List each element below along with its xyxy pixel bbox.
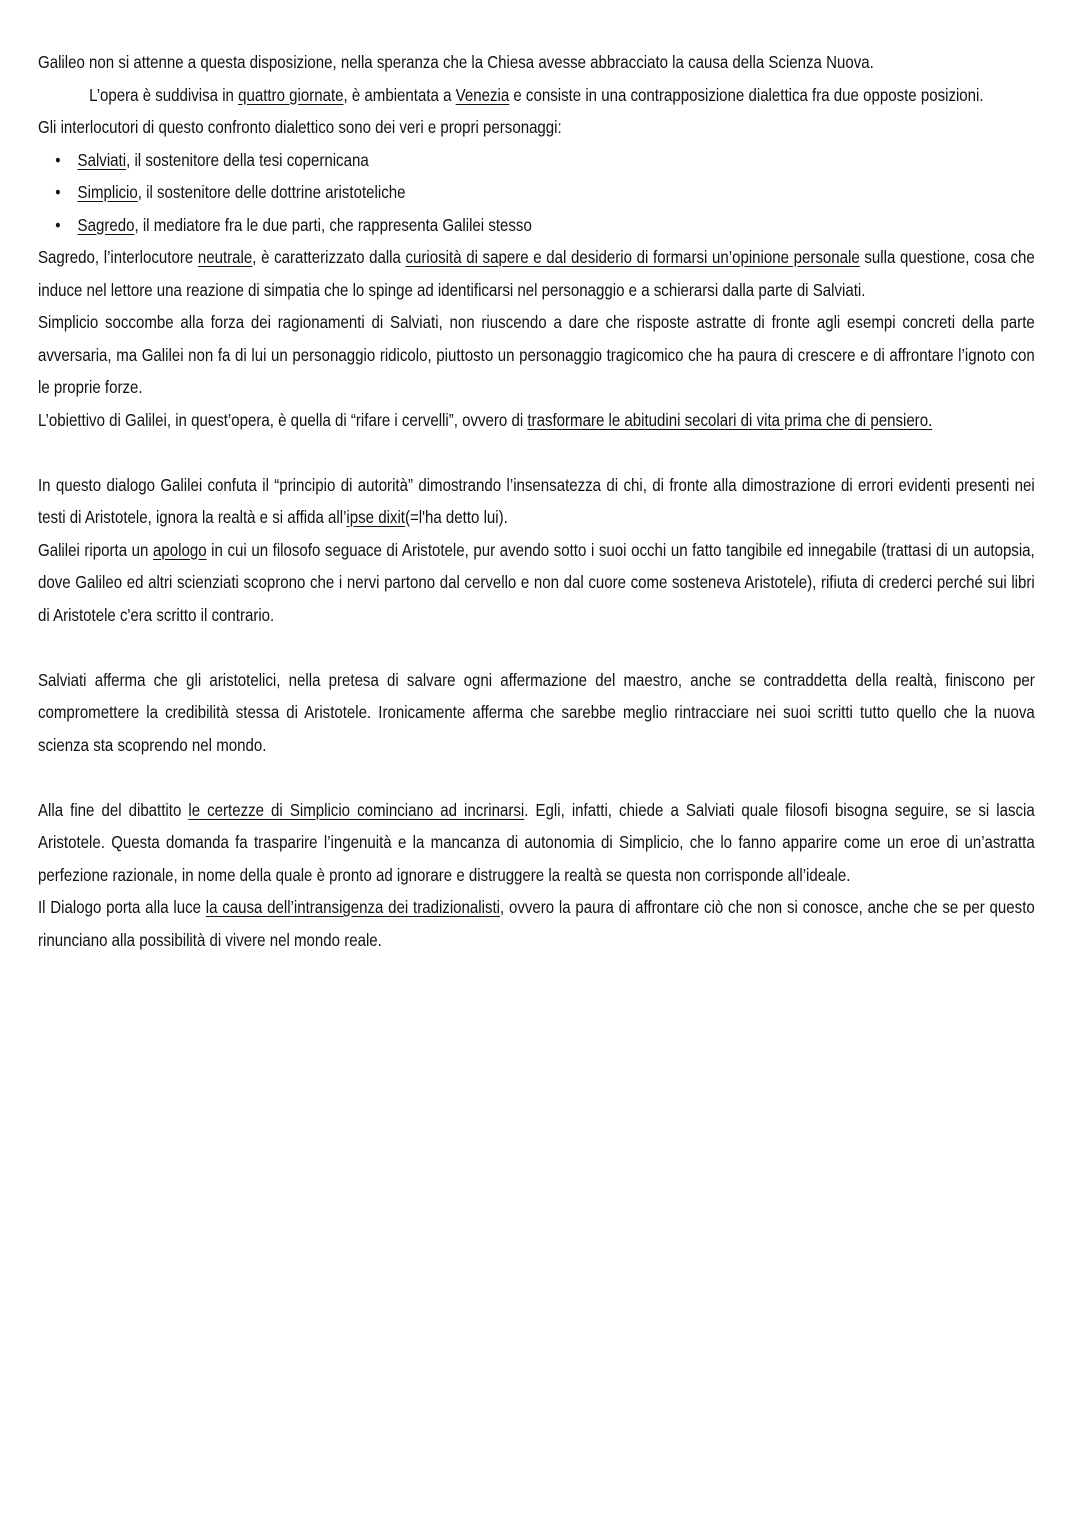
character-name: Salviati	[77, 149, 127, 170]
paragraph-interlocutori	[38, 111, 1035, 144]
list-item	[38, 176, 1035, 209]
text: , ovvero la paura di affrontare ciò che non si conosce, anche che se per questo rinunciano alla possibilità di vivere nel mondo reale.	[38, 897, 1035, 950]
text: , il sostenitore delle dottrine aristoteliche	[137, 182, 406, 202]
text: , è caratterizzato dalla	[252, 247, 406, 267]
text: Simplicio soccombe alla forza dei ragionamenti di Salviati, non riuscendo a dare che risposte astratte di fronte agli esempi concreti della parte avversaria, ma Galilei non fa di lui un personaggio ridicolo, piuttosto un personaggio tragicomico che ha paura di crescere e di affrontare l’ignoto con le proprie forze.	[38, 312, 1035, 397]
spacer	[38, 436, 1035, 469]
text: in cui un filosofo seguace di Aristotele, pur avendo sotto i suoi occhi un fatto tangibile ed innegabile (trattasi di un autopsia, dove Galileo ed altri scienziati scoprono che i nervi partono dal cervello e non dal cuore come sosteneva Aristotele), rifiuta di crederci perché sui libri di Aristotele c'era scritto il contrario.	[38, 539, 1035, 625]
text: , il sostenitore della tesi copernicana	[126, 149, 369, 170]
paragraph-autorita	[38, 469, 1035, 534]
underlined-text: la causa dell’intransigenza dei tradizionalisti	[205, 897, 501, 917]
text: Alla fine del dibattito	[38, 799, 189, 820]
underlined-text: le certezze di Simplicio cominciano ad incrinarsi	[188, 799, 525, 820]
list-item	[38, 144, 1035, 177]
text: Galilei riporta un	[38, 539, 154, 560]
paragraph-simplicio	[38, 306, 1035, 404]
character-name: Sagredo	[77, 214, 135, 235]
text: Salviati afferma che gli aristotelici, nella pretesa di salvare ogni affermazione del maestro, anche se contraddetta della realtà, finiscono per compromettere la credibilità stessa di Aristotele. Ironicamente afferma che sarebbe meglio rintracciare nei suoi scritti tutto quello che la nuova scienza sta scoprendo nel mondo.	[38, 669, 1035, 755]
underlined-text: quattro giornate	[238, 84, 344, 105]
text: In questo dialogo Galilei confuta il “principio di autorità” dimostrando l’insensatezza di chi, di fronte alla dimostrazione di errori evidenti presenti nei testi di Aristotele, ignora la realtà e si affida all’	[38, 474, 1035, 527]
underlined-text: apologo	[153, 539, 207, 560]
underlined-text: neutrale	[197, 247, 253, 267]
text: L’obiettivo di Galilei, in quest’opera, è quella di “rifare i cervelli”, ovvero di	[38, 409, 528, 430]
underlined-text: ipse dixit	[346, 507, 405, 527]
paragraph-fine-dibattito	[38, 794, 1035, 892]
text: sulla questione, cosa che induce nel lettore una reazione di simpatia che lo spinge ad identificarsi nel personaggio e a schierarsi dalla parte di Salviati.	[38, 247, 1035, 300]
bullet-icon: •	[55, 214, 61, 235]
paragraph-tradizionalisti	[38, 891, 1035, 956]
text: , il mediatore fra le due parti, che rappresenta Galilei stesso	[134, 214, 532, 235]
paragraph-obiettivo	[38, 404, 1035, 437]
text: L’opera è suddivisa in	[89, 84, 239, 105]
spacer	[38, 761, 1035, 794]
list-item	[38, 209, 1035, 242]
paragraph-sagredo	[38, 241, 1035, 306]
text: Gli interlocutori di questo confronto dialettico sono dei veri e propri personaggi:	[38, 117, 562, 137]
bullet-icon: •	[55, 149, 61, 170]
text: Galileo non si attenne a questa disposizione, nella speranza che la Chiesa avesse abbracciato la causa della Scienza Nuova.	[38, 52, 874, 72]
underlined-text: Venezia	[455, 84, 510, 105]
bullet-icon: •	[55, 182, 61, 202]
text: (=l'ha detto lui).	[404, 507, 508, 527]
paragraph-salviati	[38, 664, 1035, 762]
text: , è ambientata a	[343, 84, 456, 105]
underlined-text: curiosità di sapere e dal desiderio di formarsi un’opinione personale	[405, 247, 860, 267]
text: Il Dialogo porta alla luce	[38, 897, 206, 917]
paragraph-opera	[38, 79, 1035, 112]
text: e consiste in una contrapposizione dialettica fra due opposte posizioni.	[509, 84, 984, 105]
paragraph-apologo	[38, 534, 1035, 632]
spacer	[38, 631, 1035, 664]
characters-list	[38, 144, 1035, 242]
underlined-text: trasformare le abitudini secolari di vita prima che di pensiero.	[527, 409, 933, 430]
text: . Egli, infatti, chiede a Salviati quale filosofi bisogna seguire, se si lascia Aristotele. Questa domanda fa trasparire l’ingenuità e la mancanza di autonomia di Simplicio, che lo fanno apparire come un eroe di un’astratta perfezione razionale, in nome della quale è pronto ad ignorare e distruggere la realtà se questa non corrisponde all’ideale.	[38, 799, 1035, 885]
character-name: Simplicio	[77, 182, 138, 202]
document-page	[38, 46, 1035, 956]
paragraph-disposizione	[38, 46, 1035, 79]
text: Sagredo, l’interlocutore	[38, 247, 198, 267]
